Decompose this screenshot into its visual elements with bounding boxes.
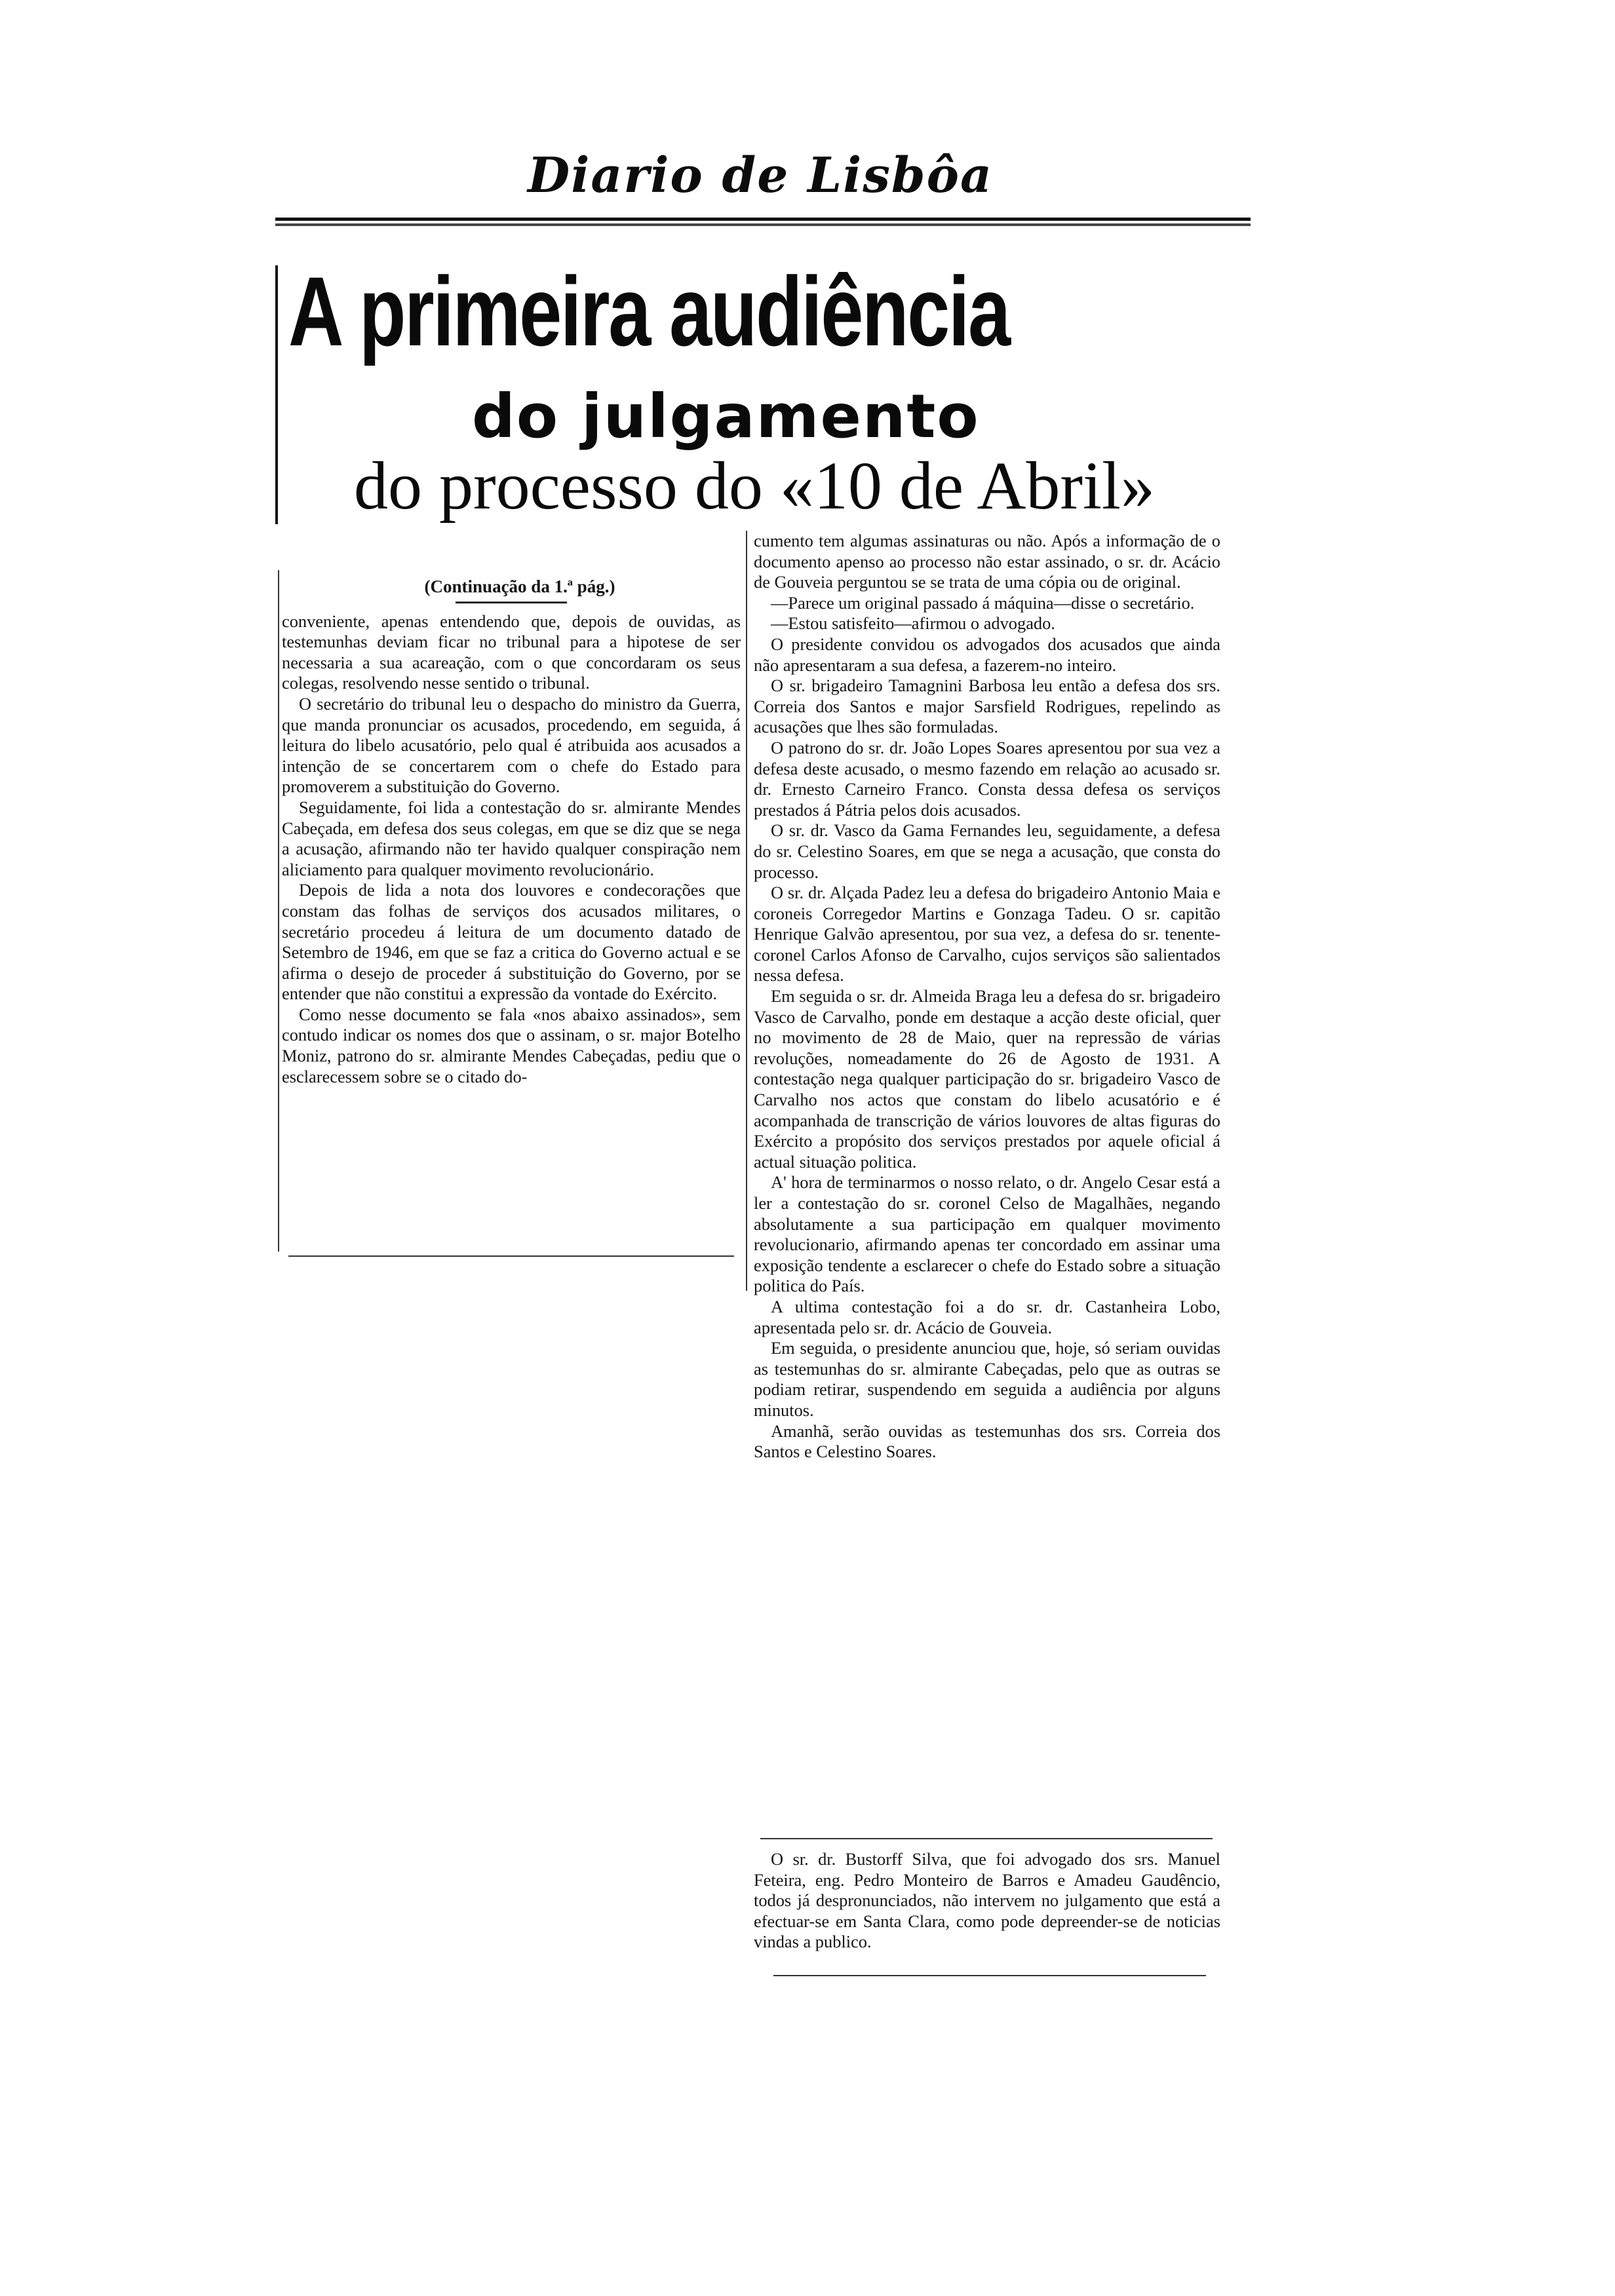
paragraph: Como nesse documento se fala «nos abaixo assinados», sem contudo indicar os nomes dos que o assinam, o sr. major Botelho Moniz, patrono do sr. almirante Mendes Cabeçadas, pediu que o esclarecessem sobre se o citado do-: [282, 1004, 741, 1086]
article-end-rule: [773, 1975, 1206, 1976]
paragraph: Em seguida o sr. dr. Almeida Braga leu a defesa do sr. brigadeiro Vasco de Carvalho, ponde em destaque a acção deste oficial, quer no movimento de 28 de Maio, quer na repressão de várias revoluções, nomeadamente do 26 de Agosto de 1931. A contestação nega qualquer participação do sr. brigadeiro Vasco de Carvalho nos actos que constam do libelo acusatório e é acompanhada de transcrição de vários louvores de altas figuras do Exército a propósito dos serviços prestados por aquele oficial á actual situação politica.: [754, 986, 1220, 1172]
paragraph: O sr. dr. Vasco da Gama Fernandes leu, seguidamente, a defesa do sr. Celestino Soares, em que se nega a acusação, que consta do processo.: [754, 820, 1220, 882]
paragraph: A ultima contestação foi a do sr. dr. Castanheira Lobo, apresentada pelo sr. dr. Acácio de Gouveia.: [754, 1296, 1220, 1337]
paragraph: Amanhã, serão ouvidas as testemunhas dos srs. Correia dos Santos e Celestino Soares.: [754, 1421, 1220, 1462]
article-left-column: [282, 577, 741, 1087]
paragraph: O patrono do sr. dr. João Lopes Soares apresentou por sua vez a defesa deste acusado, o mesmo fazendo em relação ao acusado sr. dr. Ernesto Carneiro Franco. Consta dessa defesa os serviços prestados á Pátria pelos dois acusados.: [754, 737, 1220, 820]
headline-line-3: do processo do «10 de Abril»: [354, 448, 1155, 524]
column-end-rule: [288, 1255, 734, 1257]
note-separator-rule: [760, 1838, 1213, 1839]
paragraph: Em seguida, o presidente anunciou que, hoje, só seriam ouvidas as testemunhas do sr. almirante Cabeçadas, pelo que as outras se podiam retirar, suspendendo em seguida a audiência por alguns minutos.: [754, 1338, 1220, 1420]
column-divider: [746, 531, 747, 1291]
headline-line-1: A primeira audiência: [288, 256, 1009, 366]
paragraph: —Estou satisfeito—afirmou o advogado.: [771, 613, 1055, 634]
paragraph: cumento tem algumas assinaturas ou não. Após a informação de o documento apenso ao processo não estar assinado, o sr. dr. Acácio de Gouveia perguntou se se trata de uma cópia ou de original.: [754, 531, 1220, 592]
article-right-column: [754, 531, 1220, 1463]
continuation-note: (Continuação da 1.ª pág.): [424, 577, 615, 596]
masthead-rule-thin: [275, 223, 1251, 226]
article-note: [754, 1849, 1220, 1953]
paragraph: Depois de lida a nota dos louvores e condecorações que constam das folhas de serviços dos acusados militares, o secretário procedeu á leitura de um documento datado de Setembro de 1946, em que se faz a critica do Governo actual e se afirma o desejo de proceder á substituição do Governo, por se entender que não constitui a expressão da vontade do Exército.: [282, 880, 741, 1004]
paragraph: —Parece um original passado á máquina—disse o secretário.: [771, 592, 1195, 613]
left-column-border: [278, 570, 279, 1252]
paragraph: O sr. brigadeiro Tamagnini Barbosa leu então a defesa dos srs. Correia dos Santos e major Sarsfield Rodrigues, repelindo as acusações que lhes são formuladas.: [754, 676, 1220, 737]
headline-line-2: do julgamento: [472, 381, 980, 451]
note-paragraph: O sr. dr. Bustorff Silva, que foi advogado dos srs. Manuel Feteira, eng. Pedro Monteiro de Barros e Amadeu Gaudêncio, todos já despronunciados, não intervem no julgamento que está a efectuar-se em Santa Clara, como pode depreender-se de noticias vindas a publico.: [754, 1849, 1220, 1952]
short-rule: [456, 602, 567, 603]
paragraph: Seguidamente, foi lida a contestação do sr. almirante Mendes Cabeçada, em defesa dos seus colegas, em que se diz que se nega a acusação, afirmando não ter havido qualquer conspiração nem aliciamento para qualquer movimento revolucionário.: [282, 797, 741, 879]
paragraph: O presidente convidou os advogados dos acusados que ainda não apresentaram a sua defesa, a fazerem-no inteiro.: [754, 634, 1220, 675]
paragraph: O sr. dr. Alçada Padez leu a defesa do brigadeiro Antonio Maia e coroneis Corregedor Martins e Gonzaga Tadeu. O sr. capitão Henrique Galvão apresentou, por sua vez, a defesa do sr. tenente-coronel Carlos Afonso de Carvalho, cujos serviços são salientados nessa defesa.: [754, 883, 1220, 985]
newspaper-masthead: Diario de Lisbôa: [528, 147, 993, 204]
masthead-rule: [275, 218, 1251, 221]
paragraph: O secretário do tribunal leu o despacho do ministro da Guerra, que manda pronunciar os acusados, procedendo, em seguida, á leitura do libelo acusatório, pelo qual é atribuida aos acusados a intenção de se concertarem com o chefe do Estado para promoverem a substituição do Governo.: [282, 693, 741, 797]
paragraph: conveniente, apenas entendendo que, depois de ouvidas, as testemunhas deviam ficar no tribunal para a hipotese de ser necessaria a sua acareação, com o que concordaram os seus colegas, resolvendo nesse sentido o tribunal.: [282, 611, 741, 693]
paragraph: A' hora de terminarmos o nosso relato, o dr. Angelo Cesar está a ler a contestação do sr. coronel Celso de Magalhães, negando absolutamente a sua participação em qualquer movimento revolucionario, afirmando apenas ter concordado em assinar uma exposição tendente a esclarecer o chefe do Estado sobre a situação politica do País.: [754, 1172, 1220, 1296]
